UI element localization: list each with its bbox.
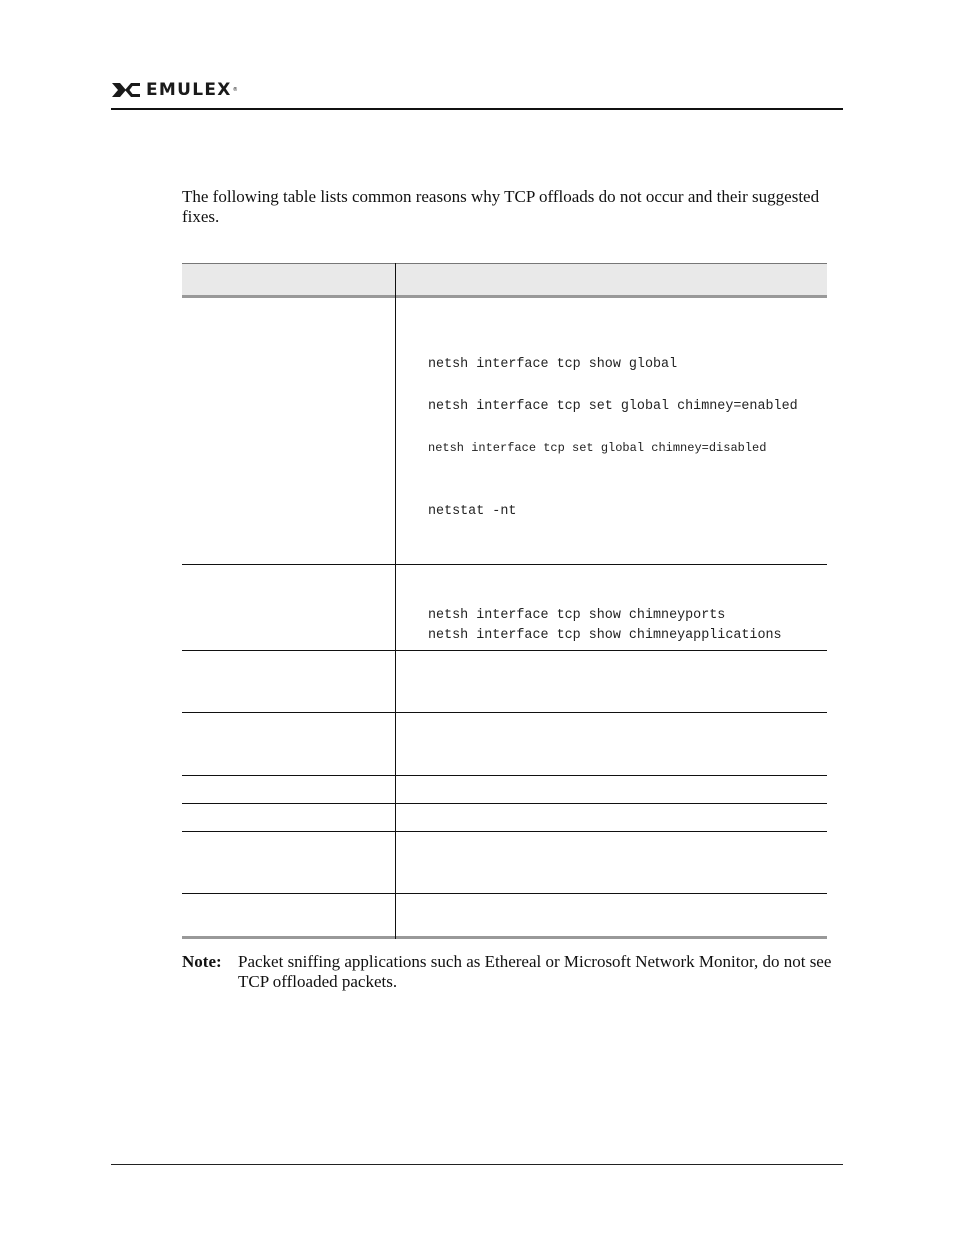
command-show-global: netsh interface tcp show global [428, 357, 678, 372]
command-show-chimneyports: netsh interface tcp show chimneyports [428, 608, 726, 623]
command-disable-chimney: netsh interface tcp set global chimney=disabled [428, 441, 767, 455]
note-label: Note: [182, 952, 222, 971]
footer-rule [111, 1164, 843, 1165]
command-enable-chimney: netsh interface tcp set global chimney=enabled [428, 399, 798, 414]
table-row-divider [182, 564, 827, 565]
table-row-divider [182, 831, 827, 832]
table-row-divider [182, 775, 827, 776]
table-column-divider [395, 263, 396, 939]
intro-paragraph: The following table lists common reasons why TCP offloads do not occur and their suggested fixes. [182, 187, 820, 226]
table-row-divider [182, 712, 827, 713]
table-header-row [182, 263, 827, 296]
note-text: Packet sniffing applications such as Ethereal or Microsoft Network Monitor, do not see TCP offloaded packets. [238, 952, 832, 991]
table-bottom-rule [182, 936, 827, 939]
logo-wordmark: EMULEX [146, 80, 232, 100]
table-row-divider [182, 893, 827, 894]
emulex-logo [111, 80, 238, 100]
command-show-chimneyapplications: netsh interface tcp show chimneyapplications [428, 628, 782, 643]
offload-troubleshooting-table [182, 263, 827, 939]
table-header-rule [182, 295, 827, 298]
emulex-logo-icon [111, 81, 141, 99]
logo-trademark: ® [232, 87, 238, 93]
header-rule [111, 108, 843, 110]
command-netstat: netstat -nt [428, 504, 517, 519]
table-row-divider [182, 650, 827, 651]
table-row-divider [182, 803, 827, 804]
